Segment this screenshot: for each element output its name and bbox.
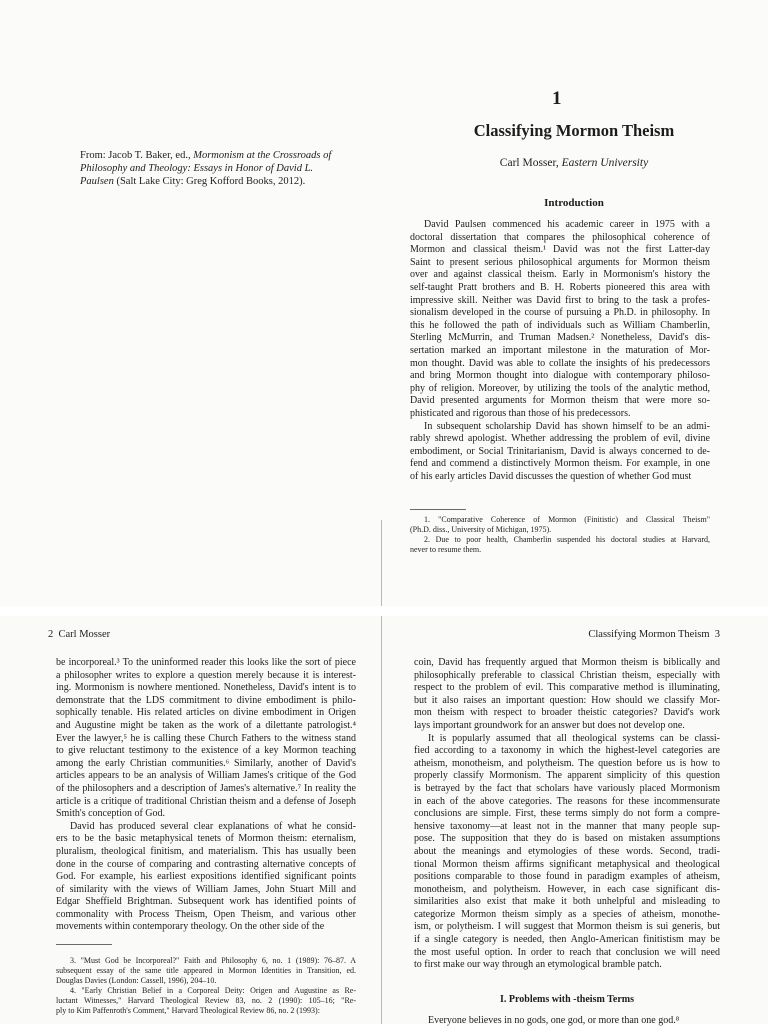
- footnote-rule: [410, 509, 466, 510]
- page-number-left: 2: [48, 629, 54, 640]
- footnote-line: never to resume them.: [410, 545, 482, 554]
- text-line: David has produced several clear explanations of what he consid-: [70, 820, 356, 832]
- text-line: phy of religion. Moreover, by utilizing the tools of the analytic method,: [410, 382, 710, 394]
- text-line: and bring Mormon thought into dialogue with contemporary philoso-: [410, 370, 710, 382]
- section-heading-problems: I. Problems with -theism Terms: [500, 994, 634, 1005]
- text-line: sophically tenable. His related articles on divine embodiment in Origen: [56, 707, 356, 719]
- text-line: this he followed the path of individuals such as William Chamberlin,: [410, 319, 710, 331]
- text-line: mon theism with respect to broader theistic categories? David's work: [414, 707, 720, 719]
- text-line: phisticated and rigorous than those of his predecessors.: [410, 407, 631, 419]
- text-line: coin, David has frequently argued that Mormon theism is biblically and: [414, 657, 720, 668]
- source-citation-note: From: Jacob T. Baker, ed., Mormonism at the Crossroads of Philosophy and Theology: Essays in Honor of David L. Paulsen (Salt Lake City: Greg Kofford Books, 2012).: [80, 150, 332, 187]
- text-line: article is a critique of traditional Christian theism and a defense of Joseph: [56, 795, 356, 807]
- text-line: fend and commend a distinctively Mormon theism. For example, in one: [410, 458, 710, 470]
- text-line: fied according to a taxonomy in which the highest-level categories are: [414, 745, 720, 757]
- text-line: a philosopher writes to explore a question merely because it is interest-: [56, 669, 356, 681]
- chapter-title: Classifying Mormon Theism: [473, 121, 675, 140]
- footnote-line: 3. "Must God be Incorporeal?" Faith and Philosophy 6, no. 1 (1989): 76–87. A: [70, 956, 356, 965]
- text-line: God. For example, his earliest expositions identified significant points: [56, 871, 356, 883]
- right-page-body-text: [414, 657, 720, 972]
- text-line: of his early articles David discusses the question of whether God must: [410, 470, 692, 482]
- text-line: Smith's conception of God.: [56, 808, 166, 820]
- text-line: In subsequent scholarship David has shown himself to be an admi-: [424, 420, 710, 432]
- footnote-line: 4. "Early Christian Belief in a Corporeal Deity: Origen and Augustine as Re-: [70, 986, 356, 995]
- footnote-line: 2. Due to poor health, Chamberlin suspended his doctoral studies at Harvard,: [424, 535, 710, 544]
- running-head-left: [48, 629, 110, 640]
- footnote-line: ply to Kim Paffenroth's Comment," Harvard Theological Review 86, no. 2 (1993):: [56, 1006, 320, 1015]
- text-line: in each of the above categories. The reasons for these incommensurate: [414, 795, 720, 807]
- text-line: sionalism developed in the course of pursuing a Ph.D. in philosophy. In: [410, 307, 710, 319]
- text-line: similarities also exist that make it both unhelpful and misleading to: [414, 896, 720, 908]
- text-line: about the meanings and etymologies of these words. Second, tradi-: [414, 845, 720, 857]
- running-head-title: Classifying Mormon Theism: [588, 629, 710, 640]
- text-line: be incorporeal.³ To the uninformed reader this looks like the sort of piece: [56, 657, 356, 668]
- text-line: over and against classical theism. Early in Mormonism's history the: [410, 269, 710, 281]
- page-number-right: 3: [714, 629, 720, 640]
- text-line: hensive taxonomy—at least not in the manner that many people sup-: [414, 820, 720, 832]
- text-line: ers to be the basic metaphysical tenets of Mormon theism: eternalism,: [56, 833, 356, 845]
- text-line: Mormon and classical theism.¹ David was not the first Latter-day: [410, 244, 710, 256]
- text-line: to first make our way through an etymological bramble patch.: [414, 959, 662, 971]
- text-line: and Augustine might be taken as the work of a dilettante patrologist.⁴: [56, 719, 356, 731]
- text-line: sertation marked an important milestone in the maturation of Mor-: [410, 344, 710, 356]
- footnote-line: Douglas Davies (London: Cassell, 1996), 204–10.: [56, 976, 217, 985]
- text-line: monotheism, and polytheism. However, in each case significant dis-: [414, 883, 720, 895]
- introduction-body-text: [410, 219, 710, 483]
- chapter-number: 1: [552, 88, 562, 109]
- footnotes-top-page: [410, 515, 710, 555]
- footnote-rule: [56, 944, 112, 945]
- text-line: is betrayed by the fact that scholars have variously placed Mormonism: [414, 782, 720, 794]
- text-line: movements within contemporary theology. On the other side of the: [56, 921, 325, 933]
- text-line: if a single category is needed, then Anglo-American finitistism may be: [414, 934, 720, 946]
- text-line: tional Mormon theism affirms significant metaphysical and theological: [414, 858, 720, 870]
- spread-gutter: [381, 616, 382, 1024]
- text-line: commonality with Process Theism, Open Theism, and various other: [56, 908, 356, 920]
- text-line: respect to the problem of evil. This comparative method is illuminating,: [414, 682, 720, 694]
- text-line: self-taught Pratt brothers and B. H. Roberts pioneered this area with: [410, 281, 710, 293]
- text-line: categorize Mormon theism simply as a species of atheism, monothe-: [414, 908, 720, 920]
- text-line: philosophically preferable to classical Christian theism, especially with: [414, 669, 720, 681]
- text-line: embodiment, or Social Trinitarianism, David is always concerned to de-: [410, 445, 710, 457]
- text-line: It is popularly assumed that all theological systems can be classi-: [428, 732, 720, 744]
- text-line: Saint to present serious philosophical arguments for Mormon theism: [410, 256, 710, 268]
- text-line: doctoral dissertation that compares the philosophical coherence of: [410, 231, 710, 243]
- left-page-body-text: [56, 657, 356, 934]
- text-line: of the philosophers and a description of James's alternative.⁷ In reality the: [56, 782, 356, 794]
- text-line: Everyone believes in no gods, one god, or more than one god.⁸: [428, 1015, 680, 1026]
- text-line: demonstrate that the LDS commitment to divine embodiment is philo-: [56, 694, 356, 706]
- text-line: pluralism, theological finitism, and materialism. This has usually been: [56, 845, 356, 857]
- text-line: Edgar Sheffield Brightman. Subsequent work has identified points of: [56, 896, 356, 908]
- text-line: pose. The supposition that they do is based on mistaken assumptions: [414, 833, 720, 845]
- text-line: the most useful option. In order to reach that conclusion we will need: [414, 946, 720, 958]
- text-line: conclusions are simple. First, these terms simply do not form a compre-: [414, 808, 720, 820]
- text-line: Sterling McMurrin, and Truman Madsen.² Nonetheless, David's dis-: [410, 332, 710, 344]
- footnote-line: 1. "Comparative Coherence of Mormon (Finitistic) and Classical Theism": [424, 515, 710, 524]
- text-line: among the early Christian communities.⁶ Similarly, another of David's: [56, 757, 356, 769]
- text-line: of similarity with the views of William James, John Stuart Mill and: [56, 883, 356, 895]
- footnotes-left-page: [56, 956, 356, 1016]
- page-gutter: [381, 520, 382, 606]
- footnote-line: (Ph.D. diss., University of Michigan, 1975).: [410, 525, 552, 534]
- text-line: David Paulsen commenced his academic career in 1975 with a: [424, 219, 710, 230]
- text-line: positions comparable to those found in paradigm examples of atheism,: [414, 871, 720, 883]
- footnote-line: subsequent essay of the same title appeared in Mormon Identities in Transition, ed.: [56, 966, 356, 975]
- text-line: lays important groundwork for an answer but does not develop one.: [414, 719, 685, 731]
- section-heading-introduction: Introduction: [544, 197, 604, 209]
- text-line: to give reluctant testimony to the existence of a key Mormon teaching: [56, 745, 356, 757]
- text-line: rably shrewd apologist. Whether addressing the problem of evil, divine: [410, 433, 710, 445]
- text-line: but it also raises an important question: How should we classify Mor-: [414, 694, 720, 706]
- text-line: articles appears to be an analysis of William James's critique of the God: [56, 770, 356, 782]
- text-line: ing. Mormonism is nowhere mentioned. Nonetheless, David's intent is to: [56, 682, 356, 694]
- chapter-author: Carl Mosser, Eastern University: [499, 157, 649, 169]
- page-separator: [0, 606, 768, 616]
- text-line: atheism, monotheism, and polytheism. The question before us is how to: [414, 757, 720, 769]
- text-line: mon thought. David was able to collate the insights of his predecessors: [410, 357, 710, 369]
- running-head-right: [588, 629, 720, 640]
- text-line: David presented arguments for Mormon theism that were more so-: [410, 395, 710, 407]
- running-head-author: Carl Mosser: [58, 629, 111, 640]
- text-line: Ever the lawyer,⁵ he is calling these Church Fathers to the witness stand: [56, 732, 356, 744]
- text-line: done in the course of comparing and contrasting alternative concepts of: [56, 858, 356, 870]
- text-line: properly classify Mormonism. The apparent simplicity of this question: [414, 770, 720, 782]
- text-line: impressive skill. Neither was David first to bring to the task a profes-: [410, 294, 710, 306]
- text-line: ism, or polytheism. I will suggest that Mormon theism is sui generis, but: [414, 921, 720, 933]
- footnote-line: luctant Witnesses," Harvard Theological Review 83, no. 2 (1990): 105–16; "Re-: [56, 996, 356, 1005]
- right-page-partial-line: [414, 1015, 720, 1028]
